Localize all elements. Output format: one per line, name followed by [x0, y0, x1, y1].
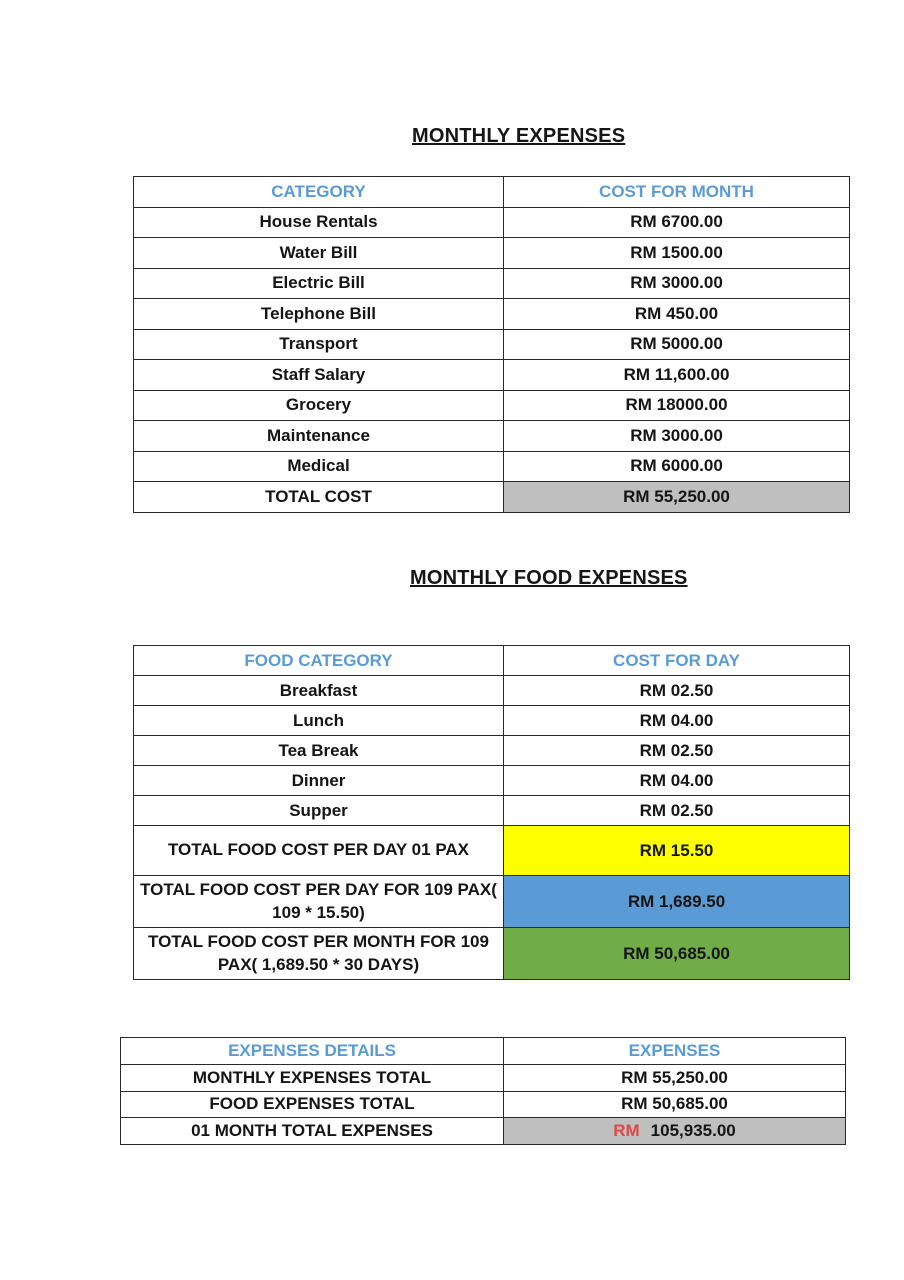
table-header-row: [134, 177, 850, 208]
cost-cell: RM 450.00: [504, 299, 850, 330]
month-total-row: [121, 1118, 846, 1145]
table-row: [134, 796, 850, 826]
summary-label-cell: FOOD EXPENSES TOTAL: [121, 1091, 504, 1118]
category-header: CATEGORY: [134, 177, 504, 208]
total-per-day-109pax-row: [134, 876, 850, 928]
total-cost-row: [134, 482, 850, 513]
cost-cell: RM 5000.00: [504, 329, 850, 360]
table-row: [134, 421, 850, 452]
table-row: [134, 676, 850, 706]
total-cost-value: RM 55,250.00: [504, 482, 850, 513]
total-per-month-109pax-label: TOTAL FOOD COST PER MONTH FOR 109 PAX( 1,689.50 * 30 DAYS): [134, 928, 504, 980]
cost-cell: RM 04.00: [504, 766, 850, 796]
food-category-cell: Supper: [134, 796, 504, 826]
table-header-row: [134, 646, 850, 676]
food-category-header: FOOD CATEGORY: [134, 646, 504, 676]
food-category-cell: Tea Break: [134, 736, 504, 766]
summary-value-cell: RM 50,685.00: [504, 1091, 846, 1118]
cost-cell: RM 6700.00: [504, 207, 850, 238]
food-category-cell: Dinner: [134, 766, 504, 796]
summary-value-cell: RM 55,250.00: [504, 1064, 846, 1091]
table-row: [134, 299, 850, 330]
table-row: [134, 360, 850, 391]
table-row: [134, 329, 850, 360]
table-row: [134, 238, 850, 269]
table-row: [134, 736, 850, 766]
total-per-month-109pax-row: [134, 928, 850, 980]
category-cell: Water Bill: [134, 238, 504, 269]
category-cell: Telephone Bill: [134, 299, 504, 330]
total-per-day-109pax-label: TOTAL FOOD COST PER DAY FOR 109 PAX( 109 * 15.50): [134, 876, 504, 928]
cost-for-month-header: COST FOR MONTH: [504, 177, 850, 208]
category-cell: Maintenance: [134, 421, 504, 452]
table-row: [121, 1091, 846, 1118]
month-total-value: [504, 1118, 846, 1145]
category-cell: Medical: [134, 451, 504, 482]
total-per-month-109pax-value: RM 50,685.00: [504, 928, 850, 980]
table-row: [134, 390, 850, 421]
cost-cell: RM 04.00: [504, 706, 850, 736]
cost-cell: RM 6000.00: [504, 451, 850, 482]
total-per-day-1pax-value: RM 15.50: [504, 826, 850, 876]
category-cell: Grocery: [134, 390, 504, 421]
expenses-summary-table: [120, 1037, 846, 1145]
table-header-row: [121, 1038, 846, 1065]
cost-for-day-header: COST FOR DAY: [504, 646, 850, 676]
cost-cell: RM 02.50: [504, 676, 850, 706]
cost-cell: RM 11,600.00: [504, 360, 850, 391]
monthly-food-expenses-table: [133, 645, 850, 980]
total-per-day-1pax-row: [134, 826, 850, 876]
monthly-expenses-title: MONTHLY EXPENSES: [412, 125, 626, 147]
table-row: [134, 268, 850, 299]
cost-cell: RM 3000.00: [504, 268, 850, 299]
cost-cell: RM 1500.00: [504, 238, 850, 269]
table-row: [134, 706, 850, 736]
table-row: [134, 207, 850, 238]
summary-label-cell: MONTHLY EXPENSES TOTAL: [121, 1064, 504, 1091]
expenses-details-header: EXPENSES DETAILS: [121, 1038, 504, 1065]
monthly-food-expenses-title: MONTHLY FOOD EXPENSES: [410, 567, 688, 589]
cost-cell: RM 02.50: [504, 796, 850, 826]
food-category-cell: Breakfast: [134, 676, 504, 706]
total-per-day-1pax-label: TOTAL FOOD COST PER DAY 01 PAX: [134, 826, 504, 876]
total-cost-label: TOTAL COST: [134, 482, 504, 513]
table-row: [134, 451, 850, 482]
table-row: [134, 766, 850, 796]
currency-symbol: RM: [613, 1121, 640, 1141]
cost-cell: RM 02.50: [504, 736, 850, 766]
food-category-cell: Lunch: [134, 706, 504, 736]
category-cell: Electric Bill: [134, 268, 504, 299]
month-total-label: 01 MONTH TOTAL EXPENSES: [121, 1118, 504, 1145]
total-amount: 105,935.00: [650, 1121, 736, 1141]
category-cell: Transport: [134, 329, 504, 360]
cost-cell: RM 3000.00: [504, 421, 850, 452]
monthly-expenses-table: [133, 176, 850, 513]
category-cell: House Rentals: [134, 207, 504, 238]
expenses-header: EXPENSES: [504, 1038, 846, 1065]
category-cell: Staff Salary: [134, 360, 504, 391]
total-per-day-109pax-value: RM 1,689.50: [504, 876, 850, 928]
table-row: [121, 1064, 846, 1091]
cost-cell: RM 18000.00: [504, 390, 850, 421]
